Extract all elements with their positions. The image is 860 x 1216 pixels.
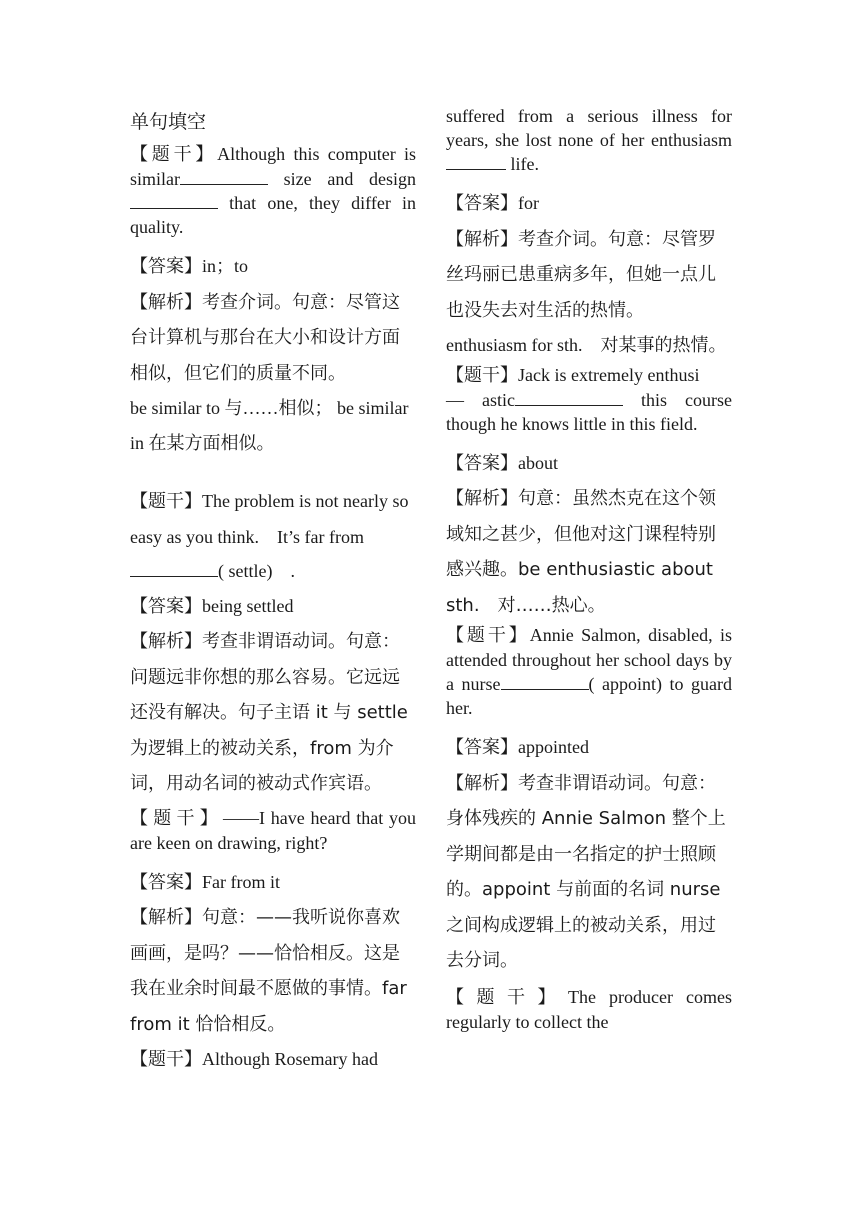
q2-analysis-text: 考查非谓语动词。句意：问题远非你想的那么容易。它远远还没有解决。句子主语 it 与 settle 为逻辑上的被动关系，from 为介词，用动名词的被动式作宾语。 xyxy=(130,631,408,794)
q4-stem-text-b: suffered from a serious illness for years, she lost none of her enthusiasm xyxy=(446,106,732,150)
spacer xyxy=(130,460,416,484)
q5-stem xyxy=(446,363,732,436)
q3-answer xyxy=(130,865,416,901)
q5-analysis-text: 句意：虽然杰克在这个领域知之甚少，但他对这门课程特别感兴趣。be enthusiastic about sth. 对……热心。 xyxy=(446,488,716,616)
q7-stem-text: The producer comes regularly to collect the xyxy=(446,986,733,1032)
answer-blank xyxy=(515,391,623,406)
q4-stem-continued xyxy=(446,104,732,176)
q1-answer-text: in；to xyxy=(202,256,249,276)
right-column xyxy=(446,104,732,1044)
q6-analysis-text: 考查非谓语动词。句意：身体残疾的 Annie Salmon 整个上学期间都是由一名指定的护士照顾的。appoint 与前面的名词 nurse 之间构成逻辑上的被动关系，用过去分词。 xyxy=(446,772,726,971)
q1-analysis xyxy=(130,285,416,461)
stem-label: 【题干】 xyxy=(446,625,530,646)
q5-analysis xyxy=(446,481,732,623)
q1-stem-text-b: size and design xyxy=(268,169,416,189)
q3-analysis xyxy=(130,900,416,1042)
q4-stem-start xyxy=(130,1042,416,1078)
q4-stem-text-c: life. xyxy=(506,154,539,174)
q3-stem xyxy=(130,806,416,855)
analysis-label: 【解析】 xyxy=(130,631,202,652)
left-column xyxy=(130,104,416,1078)
answer-blank xyxy=(180,170,268,185)
q5-stem-text-c: this course though he knows little in this field. xyxy=(446,389,732,434)
q1-stem-text-c: that one, they differ in quality. xyxy=(130,193,416,237)
stem-label: 【题干】 xyxy=(130,807,224,829)
q7-stem xyxy=(446,985,732,1034)
q2-stem-text-b: ( settle) . xyxy=(218,561,295,581)
q4-analysis-text-a: 考查介词。句意：尽管罗丝玛丽已患重病多年，但她一点儿也没失去对生活的热情。 xyxy=(446,228,716,321)
q1-stem-text-a: Although this computer is similar xyxy=(130,144,417,189)
analysis-label: 【解析】 xyxy=(130,291,202,313)
analysis-label: 【解析】 xyxy=(446,772,518,794)
q5-answer xyxy=(446,446,732,482)
q1-answer xyxy=(130,249,416,285)
analysis-label: 【解析】 xyxy=(446,228,518,250)
answer-label: 【答案】 xyxy=(130,595,202,617)
analysis-label: 【解析】 xyxy=(130,907,202,928)
q5-stem-text-a: Jack is extremely enthusi xyxy=(518,364,700,385)
q4-stem-text-a: Although Rosemary had xyxy=(202,1049,378,1069)
stem-label: 【题干】 xyxy=(130,144,218,165)
q6-stem-text-a: Annie Salmon, disabled, is attended throughout her school days by a nurse xyxy=(446,625,733,694)
q3-stem-text: ——I have heard that you are keen on drawing, right? xyxy=(130,807,416,853)
q1-stem xyxy=(130,142,416,239)
q1-analysis-text-a: 考查介词。句意：尽管这台计算机与那台在大小和设计方面相似，但它们的质量不同。 xyxy=(130,291,400,384)
q3-answer-text: Far from it xyxy=(202,871,280,892)
q2-answer-text: being settled xyxy=(202,595,294,616)
q4-analysis-text-b: enthusiasm for sth. 对某事的热情。 xyxy=(446,335,727,355)
q1-analysis-text-b: be similar to 与……相似； be similar in 在某方面相似。 xyxy=(130,398,409,453)
q3-analysis-text: 句意：——我听说你喜欢画画，是吗？——恰恰相反。这是我在业余时间最不愿做的事情。far from it 恰恰相反。 xyxy=(130,907,407,1035)
answer-blank xyxy=(130,562,218,577)
answer-label: 【答案】 xyxy=(130,871,202,893)
analysis-label: 【解析】 xyxy=(446,488,518,509)
answer-blank xyxy=(501,675,589,690)
stem-label: 【题干】 xyxy=(130,491,202,512)
q6-stem xyxy=(446,623,732,720)
q4-answer-text: for xyxy=(518,193,539,213)
q4-answer xyxy=(446,186,732,222)
q5-stem-text-b: — astic xyxy=(446,389,515,410)
q2-answer xyxy=(130,589,416,625)
answer-label: 【答案】 xyxy=(446,193,518,214)
q4-analysis xyxy=(446,222,732,363)
q2-analysis xyxy=(130,624,416,802)
q6-analysis xyxy=(446,766,732,979)
answer-blank xyxy=(446,155,506,170)
q6-stem-text-b: ( appoint) to guard her. xyxy=(446,674,732,718)
answer-blank xyxy=(130,194,218,209)
answer-label: 【答案】 xyxy=(446,452,518,474)
q2-stem xyxy=(130,484,416,589)
stem-label: 【题干】 xyxy=(446,364,518,386)
q5-answer-text: about xyxy=(518,452,558,473)
section-heading: 单句填空 xyxy=(130,111,207,133)
answer-label: 【答案】 xyxy=(446,737,518,758)
answer-label: 【答案】 xyxy=(130,256,202,277)
q6-answer xyxy=(446,730,732,766)
q2-stem-text-a: The problem is not nearly so easy as you think. It’s far from xyxy=(130,491,409,547)
q6-answer-text: appointed xyxy=(518,737,589,757)
stem-label: 【题干】 xyxy=(446,986,569,1008)
stem-label: 【题干】 xyxy=(130,1049,202,1070)
